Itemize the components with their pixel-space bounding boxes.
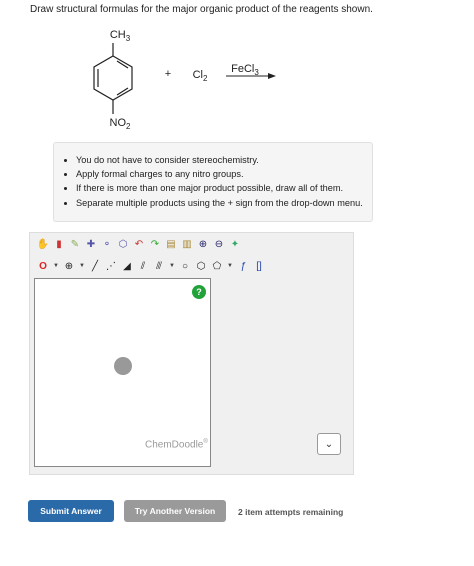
product-dropdown[interactable]: ⌄ [317, 433, 341, 455]
brand-mark: ® [203, 439, 208, 445]
charge-icon[interactable]: ⊕ [64, 260, 74, 272]
benzene-ring-icon[interactable]: ⬡ [196, 260, 206, 272]
question-text: Draw structural formulas for the major organic product of the reagents shown. [30, 4, 373, 15]
hint-item: • If there is more than one major product possible, draw all of them. [76, 181, 364, 195]
hint-item: • You do not have to consider stereochemistry. [76, 153, 364, 167]
bracket-icon[interactable]: [] [256, 260, 262, 272]
zoom-out-icon[interactable]: ⊖ [214, 238, 224, 250]
ring-template-icon[interactable]: ⚬ [102, 238, 112, 250]
chevron-down-icon[interactable]: ▼ [79, 263, 85, 269]
placeholder-dot [114, 357, 132, 375]
double-bond-icon[interactable]: ⫽ [140, 260, 146, 272]
copy-icon[interactable]: ▤ [166, 238, 176, 250]
chevron-down-icon[interactable]: ▼ [227, 263, 233, 269]
toolbar-row-1 [36, 237, 242, 251]
function-icon[interactable]: ƒ [240, 260, 246, 272]
pencil-icon[interactable]: ✎ [70, 238, 80, 250]
help-button[interactable]: ? [192, 285, 206, 299]
chem-editor [29, 232, 354, 475]
undo-icon[interactable]: ↶ [134, 238, 144, 250]
dashed-bond-icon[interactable]: ⋰ [106, 260, 116, 272]
element-select[interactable]: O [39, 260, 47, 272]
reagent-label: $Cl_2$ [192, 69, 208, 83]
chevron-down-icon[interactable]: ▼ [53, 263, 59, 269]
eraser-icon[interactable]: ▮ [56, 238, 62, 250]
hint-item: • Separate multiple products using the + sign from the drop-down menu. [76, 196, 364, 210]
brand-watermark [145, 439, 208, 450]
hand-icon[interactable]: ✋ [36, 238, 50, 250]
catalyst-label: FeCl$_3$ [231, 63, 259, 77]
methyl-label: $CH_3$ [109, 29, 131, 43]
toolbar-row-2 [36, 259, 266, 273]
benzene-ring [94, 56, 132, 100]
wedge-bond-icon[interactable]: ◢ [123, 260, 131, 272]
drawing-canvas[interactable] [34, 278, 211, 467]
zoom-in-icon[interactable]: ⊕ [198, 238, 208, 250]
hint-item: • Apply formal charges to any nitro groups. [76, 167, 364, 181]
redo-icon[interactable]: ↷ [150, 238, 160, 250]
pentagon-ring-icon[interactable]: ⬠ [212, 260, 222, 272]
reaction-scheme [0, 22, 474, 132]
paste-icon[interactable]: ▥ [182, 238, 192, 250]
nitro-label: $NO_2$ [109, 117, 131, 131]
attempts-remaining: 2 item attempts remaining [238, 507, 344, 517]
ring-icon[interactable]: ○ [181, 260, 189, 272]
try-another-version-button[interactable]: Try Another Version [124, 500, 226, 522]
triple-bond-icon[interactable]: ⫻ [156, 260, 162, 272]
benzene-template-icon[interactable]: ⬡ [118, 238, 128, 250]
hints-box [53, 142, 373, 222]
submit-answer-button[interactable]: Submit Answer [28, 500, 114, 522]
template-icon[interactable]: ✚ [86, 238, 96, 250]
plus-sign: + [164, 68, 172, 80]
brand-name: ChemDoodle [145, 439, 204, 451]
clean-icon[interactable]: ✦ [230, 238, 240, 250]
arrow-head [268, 73, 276, 79]
chevron-down-icon[interactable]: ▼ [169, 263, 175, 269]
single-bond-icon[interactable]: ╱ [91, 260, 99, 272]
